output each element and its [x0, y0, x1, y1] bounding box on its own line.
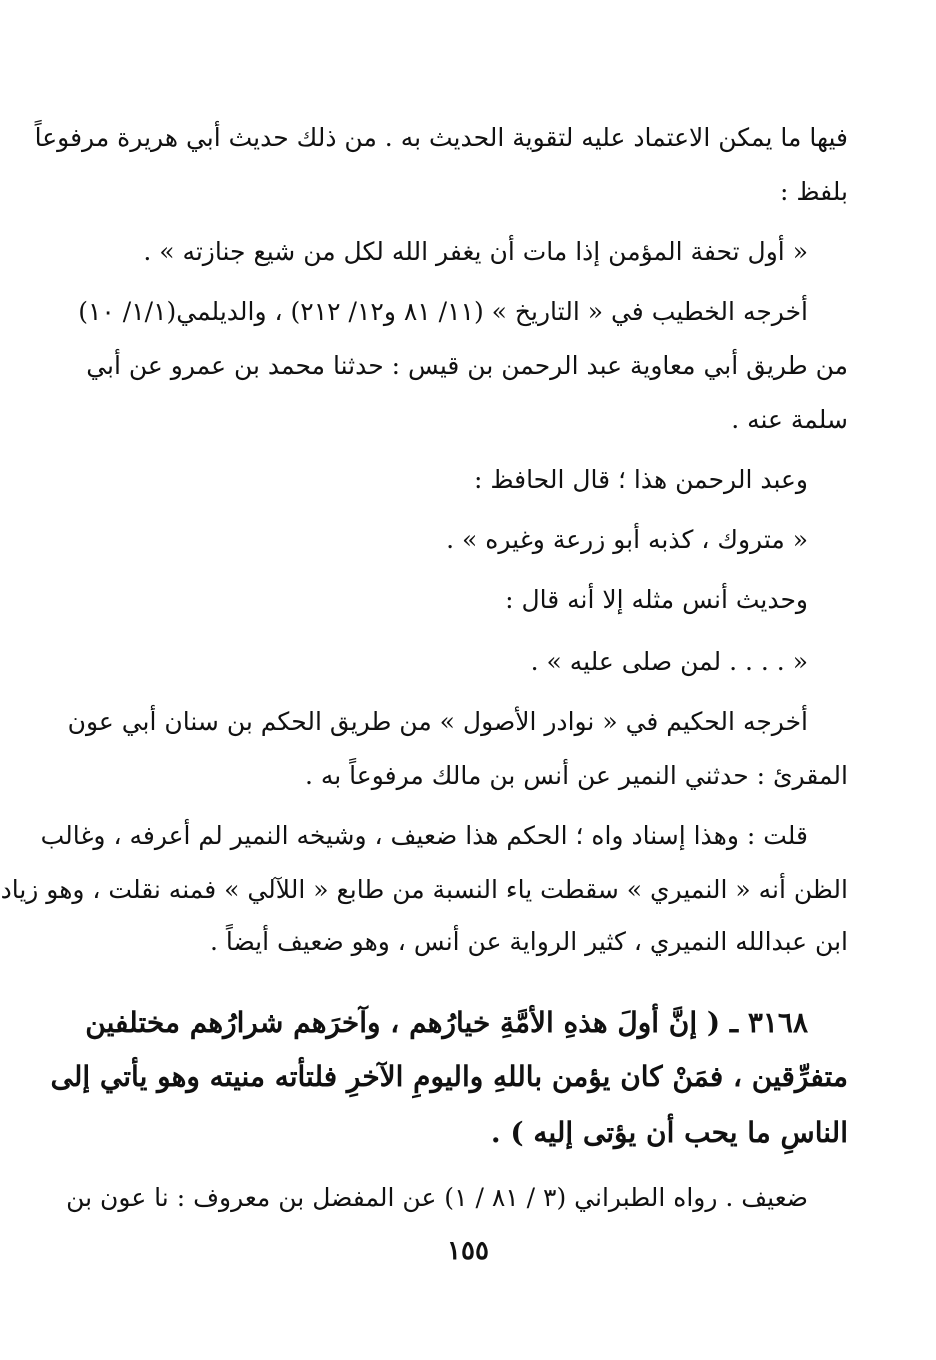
hadith-heading-line: ٣١٦٨ ـ ( إنَّ أولَ هذهِ الأمَّةِ خيارُهم ، وآخرَهم شرارُهم مختلفين: [85, 1006, 808, 1039]
text-line: سلمة عنه .: [731, 405, 848, 434]
quote-line: « متروك ، كذبه أبو زرعة وغيره » .: [446, 525, 808, 554]
text-line: بلفظ :: [780, 177, 848, 206]
text-line: أخرجه الخطيب في « التاريخ » (١١/ ٨١ و١٢/ ٢١٢) ، والديلمي(١/١/ ١٠): [78, 297, 808, 326]
text-line: فيها ما يمكن الاعتماد عليه لتقوية الحديث به . من ذلك حديث أبي هريرة مرفوعاً: [34, 123, 848, 152]
quote-line: « . . . . لمن صلى عليه » .: [530, 647, 808, 676]
hadith-heading-line: متفرِّقين ، فمَنْ كان يؤمن باللهِ واليومِ الآخرِ فلتأته منيته وهو يأتي إلى: [50, 1060, 848, 1093]
text-line: وحديث أنس مثله إلا أنه قال :: [505, 585, 808, 614]
text-line: قلت : وهذا إسناد واه ؛ الحكم هذا ضعيف ، وشيخه النمير لم أعرفه ، وغالب: [40, 821, 808, 850]
text-line: المقرئ : حدثني النمير عن أنس بن مالك مرفوعاً به .: [304, 761, 848, 790]
quote-line: « أول تحفة المؤمن إذا مات أن يغفر الله لكل من شيع جنازته » .: [143, 237, 808, 266]
text-line: ضعيف . رواه الطبراني (٣ / ٨١ / ١) عن المفضل بن معروف : نا عون بن: [66, 1183, 808, 1212]
text-line: ابن عبدالله النميري ، كثير الرواية عن أنس ، وهو ضعيف أيضاً .: [209, 927, 848, 956]
text-line: وعبد الرحمن هذا ؛ قال الحافظ :: [474, 465, 808, 494]
text-line: أخرجه الحكيم في « نوادر الأصول » من طريق الحكم بن سنان أبي عون: [67, 707, 808, 736]
text-line: من طريق أبي معاوية عبد الرحمن بن قيس : حدثنا محمد بن عمرو عن أبي: [86, 351, 848, 380]
hadith-heading-line: الناسِ ما يحب أن يؤتى إليه ) .: [490, 1116, 848, 1149]
text-line: الظن أنه « النميري » سقطت ياء النسبة من طابع « اللآلي » فمنه نقلت ، وهو زياد: [0, 875, 848, 904]
page-number: ١٥٥: [447, 1236, 489, 1266]
